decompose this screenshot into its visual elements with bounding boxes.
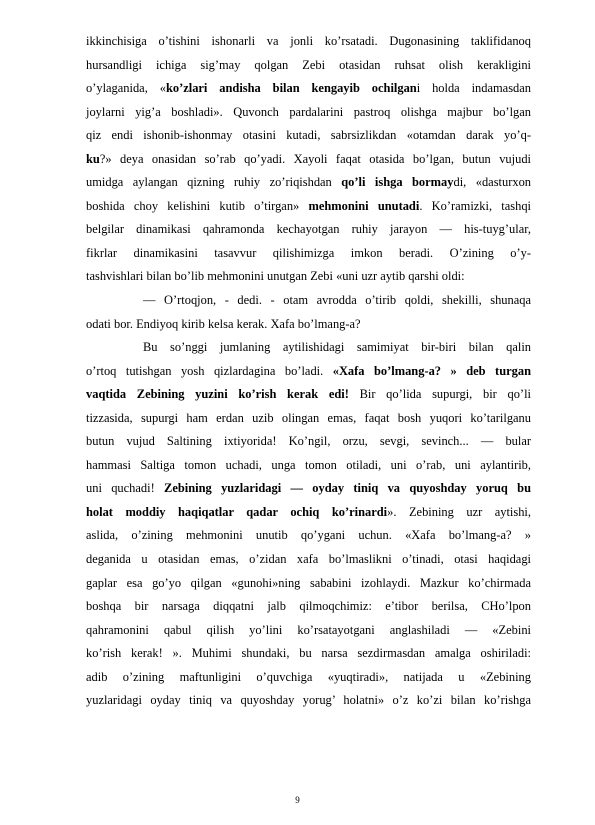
document-body [86,30,531,713]
text-run: Bir qo’lida supurgi, bir qo’li [348,387,531,402]
text-run: o’ylaganida, « [86,81,166,96]
text-line [86,218,531,242]
text-line [86,454,531,478]
text-line [86,619,531,643]
text-run: ko’rish kerak! ». Muhimi shundaki, bu narsa sezdirmasdan amalga oshiriladi: [86,646,531,661]
text-run: umidga aylangan qizning ruhiy zo’riqishdan [86,175,342,190]
text-run: tizzasida, supurgi ham erdan uzib olingan emas, faqat bosh yuqori ko’tarilganu [86,410,531,425]
text-line [86,595,531,619]
text-run: i holda indamasdan [416,81,531,96]
bold-text: ku [86,151,100,166]
text-run: di, «dasturxon [453,175,532,190]
text-line [86,242,531,266]
text-run: hammasi Saltiga tomon uchadi, unga tomon otiladi, uni o’rab, uni aylantirib, [86,457,531,472]
text-run: . Ko’ramizki, tashqi [419,198,531,213]
text-line [86,101,531,125]
text-run: ikkinchisiga o’tishini ishonarli va jonli ko’rsatadi. Dugonasining taklifidanoq [86,34,531,48]
bold-text: mehmonini unutadi [308,198,420,213]
text-line [86,666,531,690]
text-run: ?» deya onasidan so’rab qo’yadi. Xayoli faqat otasida bo’lgan, butun vujudi [99,151,531,166]
text-run: adib o’zining maftunligini o’quvchiga «yuqtiradi», natijada u «Zebining [86,669,531,684]
text-run: uni quchadi! [86,481,165,496]
text-line [86,289,531,313]
text-run: boshida choy kelishini kutib o’tirgan» [86,198,309,213]
text-run: belgilar dinamikasi qahramonda kechayotgan ruhiy jarayon — his-tuyg’ular, [86,222,531,237]
text-run: tashvishlari bilan bo’lib mehmonini unutgan Zebi «uni uzr aytib qarshi oldi: [86,269,465,284]
text-line [86,360,531,384]
text-run: boshqa bir narsaga diqqatni jalb qilmoqchimiz: e’tibor berilsa, CHo’lpon [86,599,531,614]
text-line [86,407,531,431]
text-run: fikrlar dinamikasini tasavvur qilishimizga imkon beradi. O’zining o’y- [86,245,531,260]
bold-text: holat moddiy haqiqatlar qadar ochiq ko’rinardi [86,504,388,519]
text-line [86,336,531,360]
text-line [86,148,531,172]
bold-text: ko’zlari andisha bilan kengayib ochilgan [165,81,417,96]
text-line [86,124,531,148]
text-line [86,77,531,101]
text-line [86,501,531,525]
text-run: — O’rtoqjon, - dedi. - otam avrodda o’tirib qoldi, shekilli, shunaqa [143,293,531,308]
text-line [86,548,531,572]
text-line [86,642,531,666]
bold-text: «Xafa bo’lmang-a? » deb turgan [332,363,531,378]
text-run: Bu so’nggi jumlaning aytilishidagi samimiyat bir-biri bilan qalin [143,340,531,355]
bold-text: vaqtida Zebining yuzini ko’rish kerak edi! [86,387,349,402]
text-line [86,171,531,195]
text-run: o’rtoq tutishgan yosh qizlardagina bo’ladi. [86,363,333,378]
text-run: qahramonini qabul qilish yo’lini ko’rsatayotgani anglashiladi — «Zebini [86,622,531,637]
text-line [86,265,531,289]
text-run: ». Zebining uzr aytishi, [387,504,531,519]
text-run: deganida u otasidan emas, o’zidan xafa bo’lmaslikni o’tinadi, otasi haqidagi [86,552,531,567]
text-run: butun vujud Saltining ixtiyorida! Ko’ngil, orzu, sevgi, sevinch... — bular [86,434,531,449]
text-run: gaplar esa go’yo qilgan «gunohi»ning sababini izohlaydi. Mazkur ko’chirmada [86,575,531,590]
text-line [86,383,531,407]
text-run: qiz endi ishonib-ishonmay otasini kutadi, sabrsizlikdan «otamdan darak yo’q- [86,128,531,143]
text-line [86,430,531,454]
text-line [86,477,531,501]
text-run: yuzlaridagi oyday tiniq va quyoshday yorug’ holatni» o’z ko’zi bilan ko’rishga [86,693,531,708]
text-run: hursandligi ichiga sig’may qolgan Zebi otasidan ruhsat olish kerakligini [86,57,531,72]
text-run: joylarni yig’a boshladi». Quvonch pardalarini pastroq olishga majbur bo’lgan [86,104,531,119]
text-line [86,572,531,596]
page-number: 9 [295,795,300,805]
bold-text: qo’li ishga bormay [341,175,454,190]
text-run: aslida, o’zining mehmonini unutib qo’ygani uchun. «Xafa bo’lmang-a? » [86,528,531,543]
text-line [86,195,531,219]
text-line [86,30,531,54]
bold-text: Zebining yuzlaridagi — oyday tiniq va quyoshday yoruq bu [164,481,531,496]
text-line [86,524,531,548]
text-line [86,54,531,78]
text-line [86,689,531,713]
text-run: odati bor. Endiyoq kirib kelsa kerak. Xafa bo’lmang-a? [86,316,361,331]
text-line [86,313,531,337]
